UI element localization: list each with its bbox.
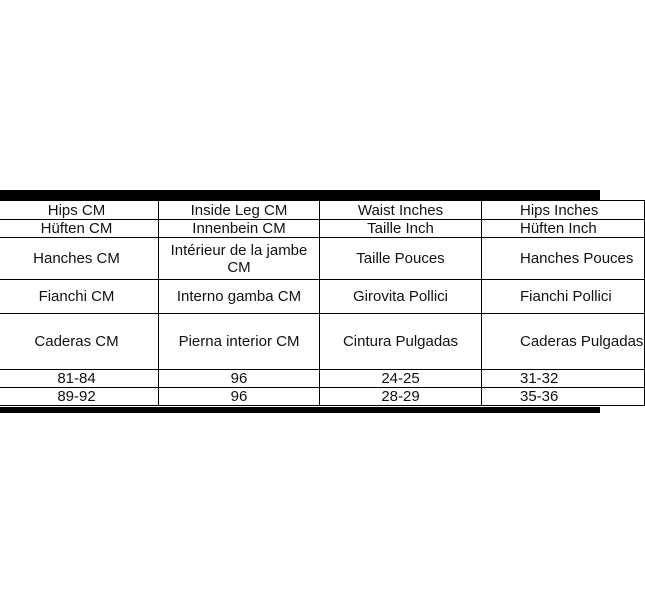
header-cell-caderas-pulgadas: [482, 314, 645, 370]
table-cell-hips-cm: 81-84: [0, 370, 159, 388]
header-cell-fianchi-pollici: [482, 280, 645, 314]
header-row-french: [0, 238, 645, 280]
header-cell-taille-pouces: Taille Pouces: [320, 238, 482, 280]
header-cell-text: Hanches Pouces: [520, 250, 634, 267]
header-cell-inside-leg-cm: Inside Leg CM: [159, 201, 320, 220]
header-row-italian: [0, 280, 645, 314]
table-cell-waist-inches: 28-29: [320, 388, 482, 406]
header-cell-innenbein-cm: Innenbein CM: [159, 220, 320, 238]
header-cell-text: Hüften Inch: [520, 220, 597, 237]
header-cell-interieur-jambe-cm: Intérieur de la jambe CM: [159, 238, 320, 280]
header-cell-cintura-pulgadas: Cintura Pulgadas: [320, 314, 482, 370]
header-cell-hueften-cm: Hüften CM: [0, 220, 159, 238]
header-row-german: [0, 220, 645, 238]
header-cell-taille-inch: Taille Inch: [320, 220, 482, 238]
table-row: [0, 388, 645, 406]
header-cell-waist-inches: Waist Inches: [320, 201, 482, 220]
table-bottom-border: [0, 407, 600, 413]
header-cell-fianchi-cm: Fianchi CM: [0, 280, 159, 314]
header-cell-hips-cm: Hips CM: [0, 201, 159, 220]
table-cell-text: 31-32: [520, 370, 559, 387]
table-cell-hips-inches: [482, 388, 645, 406]
table-row: [0, 370, 645, 388]
header-cell-text: Caderas Pulgadas: [520, 333, 644, 350]
header-cell-pierna-interior-cm: Pierna interior CM: [159, 314, 320, 370]
table-cell-hips-inches: [482, 370, 645, 388]
size-chart-table: [0, 200, 645, 406]
header-row-english: [0, 201, 645, 220]
table-cell-waist-inches: 24-25: [320, 370, 482, 388]
table-top-border: [0, 190, 600, 200]
header-cell-hips-inches: [482, 201, 645, 220]
table-cell-text: 35-36: [520, 388, 559, 405]
header-row-spanish: [0, 314, 645, 370]
header-cell-hueften-inch: [482, 220, 645, 238]
header-cell-hanches-cm: Hanches CM: [0, 238, 159, 280]
header-cell-girovita-pollici: Girovita Pollici: [320, 280, 482, 314]
header-cell-interno-gamba-cm: Interno gamba CM: [159, 280, 320, 314]
table-cell-hips-cm: 89-92: [0, 388, 159, 406]
table-cell-inside-leg-cm: 96: [159, 370, 320, 388]
header-cell-text: Fianchi Pollici: [520, 288, 612, 305]
table-cell-inside-leg-cm: 96: [159, 388, 320, 406]
size-chart-table-frame: [0, 190, 644, 414]
header-cell-hanches-pouces: [482, 238, 645, 280]
header-cell-caderas-cm: Caderas CM: [0, 314, 159, 370]
header-cell-text: Hips Inches: [520, 201, 599, 219]
